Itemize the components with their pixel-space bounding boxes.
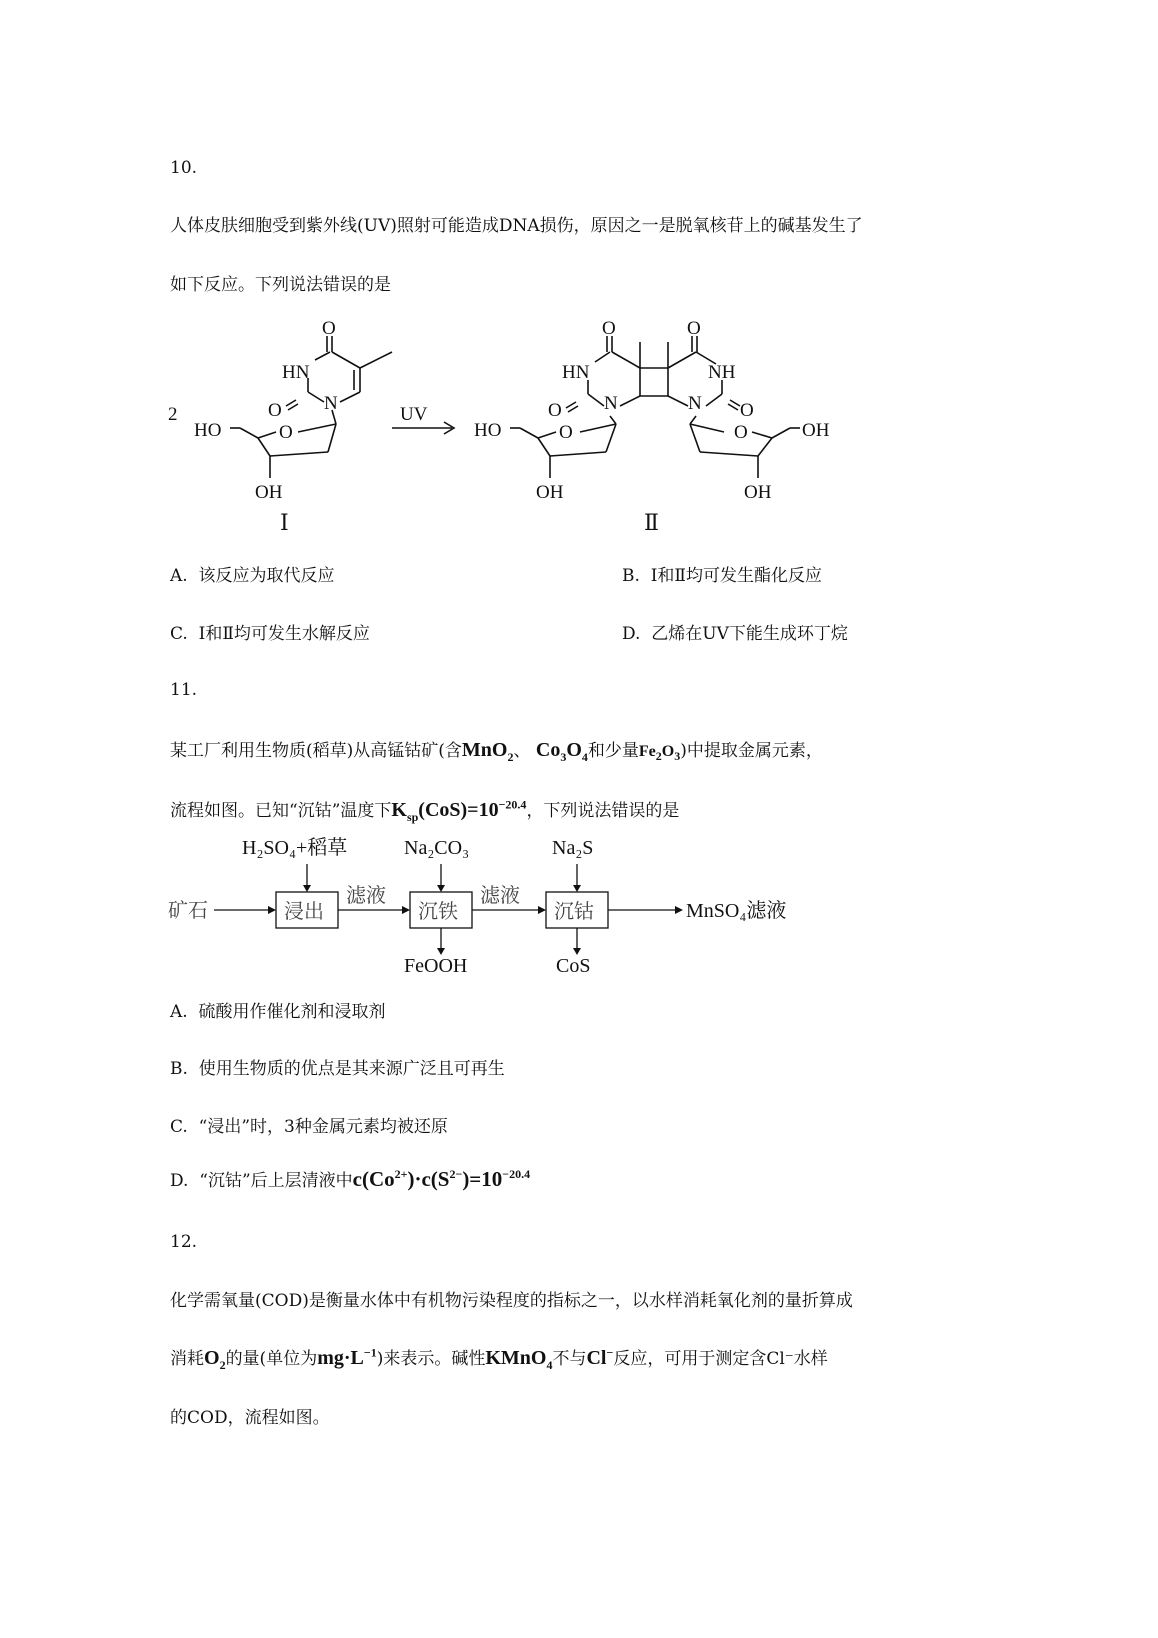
option-text: 乙烯在UV下能生成环丁烷 [651,624,848,644]
coef-2: 2 [168,404,178,425]
option-text: “浸出”时，3种金属元素均被还原 [198,1117,448,1137]
option-text: Ⅰ和Ⅱ均可发生水解反应 [198,624,370,644]
atom-o: O [322,318,336,339]
atom-ho: HO [194,420,222,441]
stem-text: 消耗 [170,1349,204,1369]
flow-out-feooh: FeOOH [404,955,468,977]
formula-co3o4: $Co_3O_4$ [535,739,588,764]
formula-kmno4: KMnO$_4$ [485,1347,553,1372]
stem-text: 和少量 [587,741,639,761]
option-letter: A. [170,566,188,586]
atom-n: N [688,393,702,414]
uv-label: UV [400,404,428,425]
atom-o: O [268,400,282,421]
flow-final: MnSO₄滤液 [686,900,787,922]
atom-o: O [559,422,573,443]
q10-stem-line2: 如下反应。下列说法错误的是 [170,275,391,295]
atom-o: O [602,318,616,339]
q10-stem-line1: 人体皮肤细胞受到紫外线(UV)照射可能造成DNA损伤，原因之一是脱氧核苷上的碱基发生了 [170,216,863,236]
q11-option-d [170,1166,530,1192]
q10-option-d [622,619,848,644]
atom-oh: OH [255,482,283,503]
stem-text: )中提取金属元素， [680,741,823,761]
atom-o: O [734,422,748,443]
q10-number: 10. [170,158,198,178]
flow-reagent2: Na₂CO₃ [404,837,470,859]
option-letter: B. [170,1059,188,1079]
option-text: Ⅰ和Ⅱ均可发生酯化反应 [650,566,822,586]
stem-text: 的量(单位为 [225,1349,318,1369]
q12-line3: 的COD，流程如图。 [170,1408,330,1428]
atom-oh: OH [744,482,772,503]
q11-stem-line1 [170,736,823,765]
stem-text: )来表示。碱性 [376,1349,486,1369]
stem-text: 某工厂利用生物质(稻草)从高锰钴矿(含 [170,741,462,761]
q11-stem-line2 [170,796,679,825]
atom-o: O [279,422,293,443]
q10-option-b [622,561,822,586]
flow-filtrate-2: 滤液 [480,885,520,907]
q11-flow-diagram [160,830,820,980]
label-I: Ⅰ [280,510,289,535]
flow-box1-label: 浸出 [284,901,324,923]
stem-text: 流程如图。已知“沉钴”温度下 [170,801,392,821]
atom-o: O [687,318,701,339]
option-letter: C. [170,624,188,644]
flow-filtrate-1: 滤液 [346,885,386,907]
atom-n: N [324,393,338,414]
formula-fe2o3: $Fe_2O_3$ [638,743,681,764]
q12-line2 [170,1344,828,1373]
flow-reagent3: Na₂S [552,837,594,859]
option-letter: A. [170,1002,188,1022]
label-II: Ⅱ [644,510,659,535]
stem-text: 不与 [552,1349,587,1369]
option-letter: C. [170,1117,188,1137]
flow-box3-label: 沉钴 [554,901,594,923]
flow-reagent1: H₂SO₄+稻草 [242,837,348,859]
q11-option-b [170,1054,505,1079]
q12-number: 12. [170,1232,198,1252]
option-text: 硫酸用作催化剂和浸取剂 [198,1002,386,1022]
atom-hn: HN [562,362,590,383]
flow-box2-label: 沉铁 [418,901,458,923]
atom-oh: OH [802,420,830,441]
flow-out-cos: CoS [556,955,591,977]
q11-option-c [170,1112,448,1137]
formula-o2: $O_2$ [204,1347,226,1372]
stem-text: 反应，可用于测定含Cl⁻水样 [613,1349,828,1369]
formula-mno2: MnO$_2$ [461,739,514,764]
option-letter: D. [622,624,641,644]
option-text: “沉钴”后上层清液中 [199,1171,353,1191]
atom-n: N [604,393,618,414]
atom-hn: HN [282,362,310,383]
formula-unit: $mg\cdot L^{-1}$ [317,1345,377,1369]
atom-nh: NH [708,362,736,383]
atom-o: O [740,400,754,421]
q11-option-a [170,997,386,1022]
stem-text: ，下列说法错误的是 [526,801,680,821]
option-text: 使用生物质的优点是其来源广泛且可再生 [198,1059,505,1079]
atom-oh: OH [536,482,564,503]
option-letter: B. [622,566,640,586]
q10-option-c [170,619,370,644]
atom-o: O [548,400,562,421]
q10-option-a [170,561,335,586]
option-letter: D. [170,1171,189,1191]
flow-input: 矿石 [168,900,208,922]
atom-ho: HO [474,420,502,441]
formula-ion-product: $c(Co^{2+})\cdot c(S^{2-})=10^{-20.4}$ [352,1167,531,1191]
stem-text: 、 [513,741,531,761]
q11-number: 11. [170,680,198,700]
option-text: 该反应为取代反应 [198,566,335,586]
q12-line1: 化学需氧量(COD)是衡量水体中有机物污染程度的指标之一，以水样消耗氧化剂的量折算成 [170,1291,853,1311]
q10-reaction-diagram [160,312,840,537]
formula-ksp: $K_{sp}(CoS)=10^{-20.4}$ [391,797,527,824]
formula-cl-ion: Cl− [586,1345,614,1369]
